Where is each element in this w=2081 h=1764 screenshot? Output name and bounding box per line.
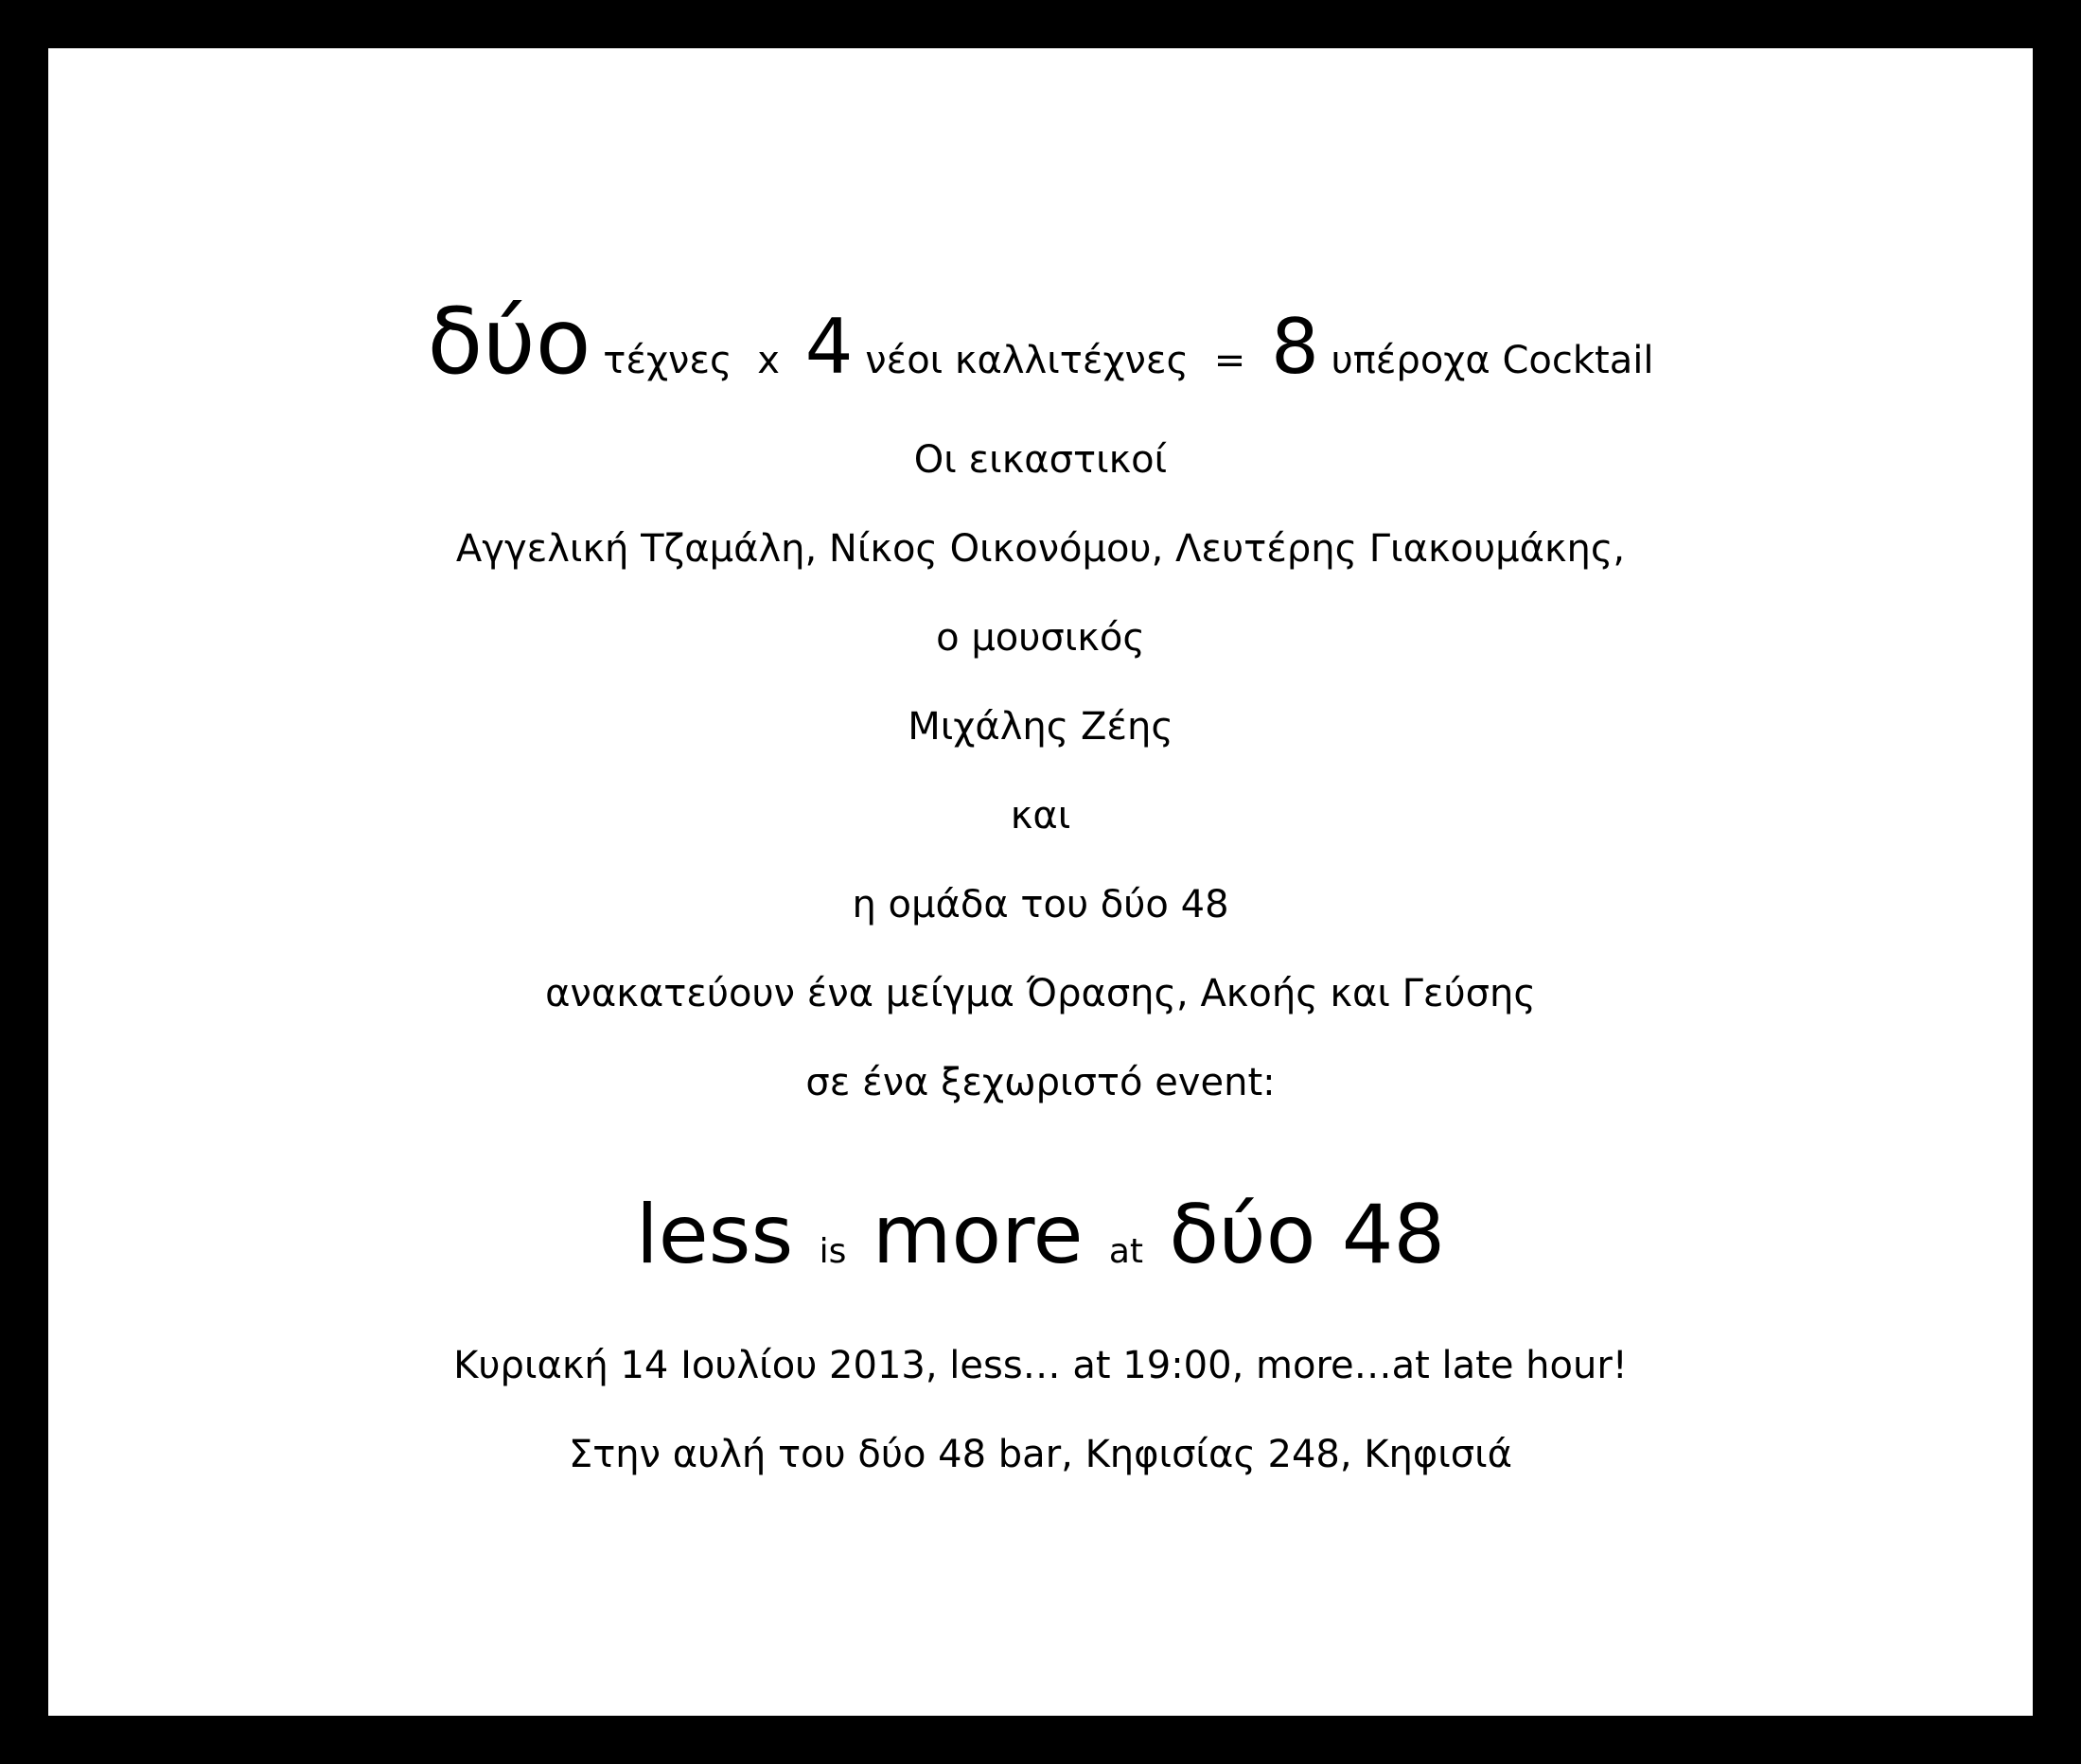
line-eikastikoi: Οι εικαστικοί (913, 438, 1168, 482)
headline-text-cocktail: υπέροχα Cocktail (1331, 339, 1654, 382)
headline-text-technes: τέχνες (603, 339, 732, 382)
title-word-at: at (1108, 1232, 1144, 1271)
headline-operator-times: x (757, 339, 780, 382)
line-mix-senses: ανακατεύουν ένα μείγμα Όρασης, Ακοής και Γεύσης (545, 972, 1536, 1015)
headline (48, 289, 2033, 395)
title-word-is: is (819, 1232, 847, 1271)
line-mousikos: ο μουσικός (936, 616, 1145, 660)
title-word-more: more (872, 1188, 1084, 1282)
event-title (48, 1188, 2033, 1282)
headline-text-neoi-kallitexnes: νέοι καλλιτέχνες (865, 339, 1189, 382)
event-date-time: Κυριακή 14 Ιουλίου 2013, less… at 19:00, more…at late hour! (453, 1344, 1628, 1387)
line-kai: και (1010, 794, 1071, 838)
line-artists-names: Αγγελική Τζαμάλη, Νίκος Οικονόμου, Λευτέρης Γιακουμάκης, (455, 527, 1626, 571)
title-word-less: less (635, 1188, 794, 1282)
invitation-card (48, 48, 2033, 1716)
line-special-event: σε ένα ξεχωριστό event: (805, 1061, 1276, 1104)
title-word-dyo48: δύο 48 (1169, 1188, 1446, 1282)
headline-number-4: 4 (804, 303, 854, 391)
event-address: Στην αυλή του δύο 48 bar, Κηφισίας 248, Κηφισιά (568, 1433, 1513, 1476)
headline-word-dyo: δύο (427, 289, 591, 395)
line-musician-name: Μιχάλης Ζέης (908, 705, 1173, 749)
headline-number-8: 8 (1270, 303, 1319, 391)
line-team: η ομάδα του δύο 48 (852, 883, 1229, 926)
headline-operator-equals: = (1213, 339, 1246, 382)
